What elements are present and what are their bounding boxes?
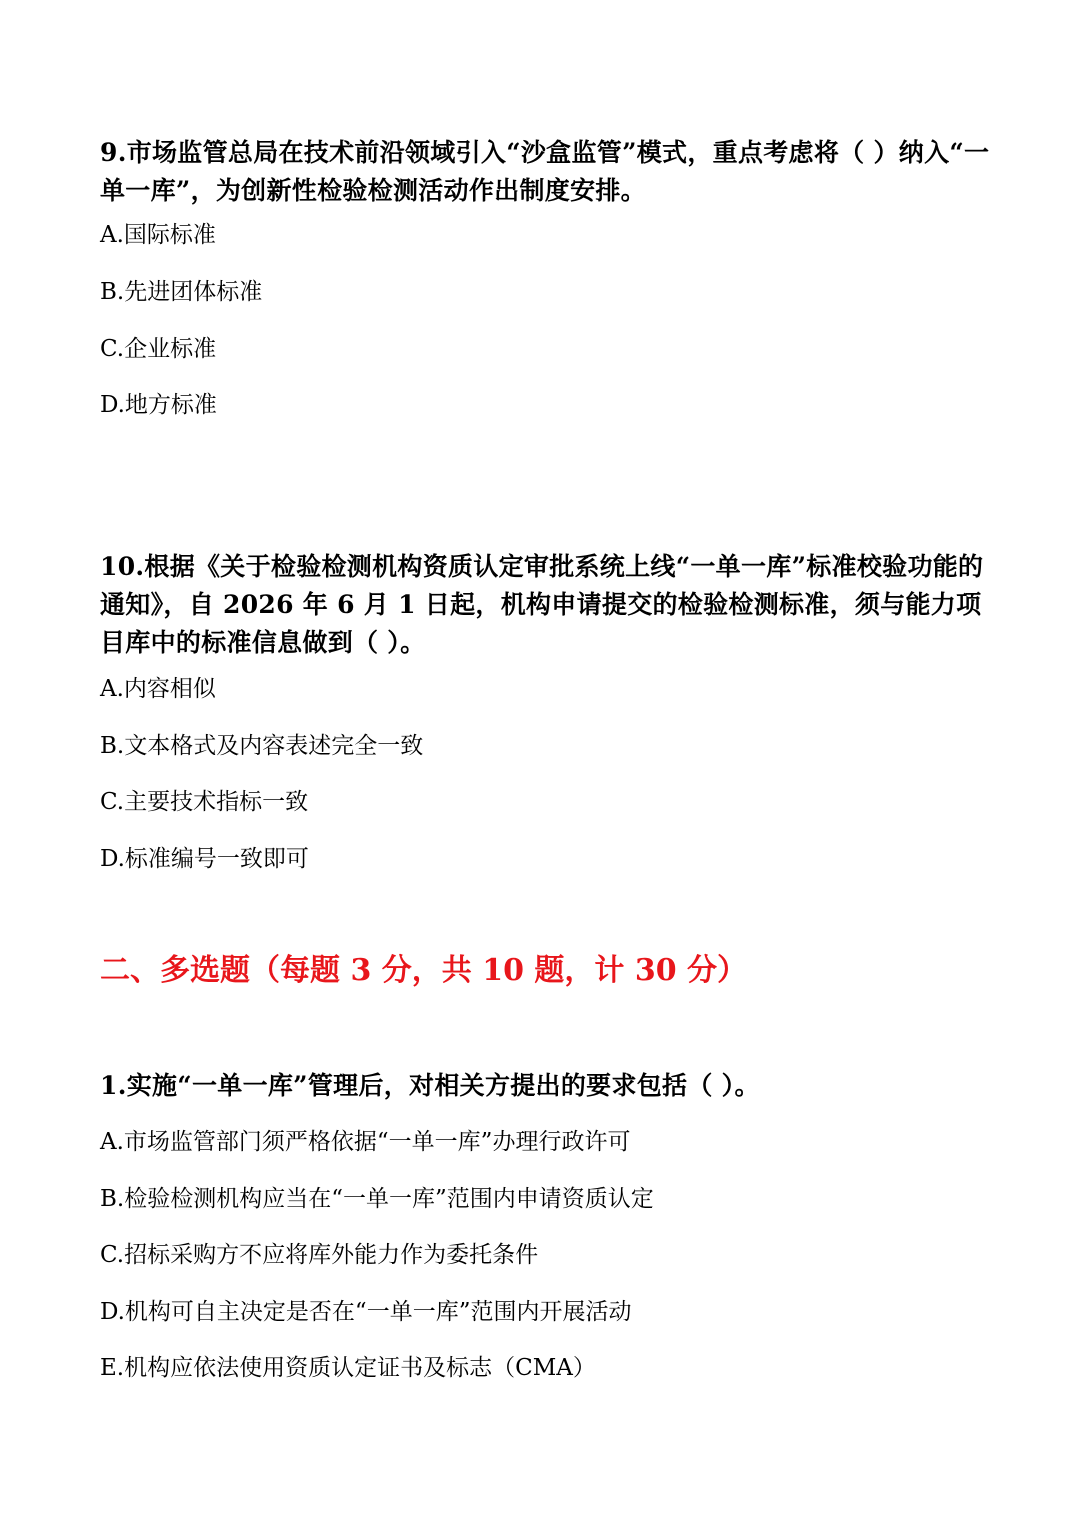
question-9-option-b: B.先进团体标准: [100, 279, 263, 305]
multi-question-1-option-b: B.检验检测机构应当在“一单一库”范围内申请资质认定: [100, 1186, 654, 1212]
question-10-option-d: D.标准编号一致即可: [100, 846, 309, 872]
multi-question-1-text: 1.实施“一单一库”管理后，对相关方提出的要求包括（ ）。: [100, 1071, 760, 1100]
multi-question-1-option-c: C.招标采购方不应将库外能力作为委托条件: [100, 1242, 539, 1268]
question-9-option-d: D.地方标准: [100, 392, 217, 418]
question-10-option-b: B.文本格式及内容表述完全一致: [100, 733, 424, 759]
question-9-option-a: A.国际标准: [100, 222, 216, 248]
section-heading-multiple-choice: 二、多选题（每题 3 分，共 10 题，计 30 分）: [100, 953, 748, 988]
question-9-option-c: C.企业标准: [100, 336, 217, 362]
multi-question-1-option-d: D.机构可自主决定是否在“一单一库”范围内开展活动: [100, 1299, 632, 1325]
question-10-text: 10.根据《关于检验检测机构资质认定审批系统上线“一单一库”标准校验功能的通知》，自 2026 年 6 月 1 日起，机构申请提交的检验检测标准，须与能力项目库中的标准信息做到（ ）。: [100, 552, 984, 657]
multi-question-1-option-e: E.机构应依法使用资质认定证书及标志（CMA）: [100, 1355, 596, 1381]
question-10-option-c: C.主要技术指标一致: [100, 789, 309, 815]
question-10-option-a: A.内容相似: [100, 676, 216, 702]
question-9-text: 9.市场监管总局在技术前沿领域引入“沙盒监管”模式，重点考虑将（ ）纳入“一单一库”，为创新性检验检测活动作出制度安排。: [100, 138, 990, 205]
multi-question-1-option-a: A.市场监管部门须严格依据“一单一库”办理行政许可: [100, 1129, 631, 1155]
